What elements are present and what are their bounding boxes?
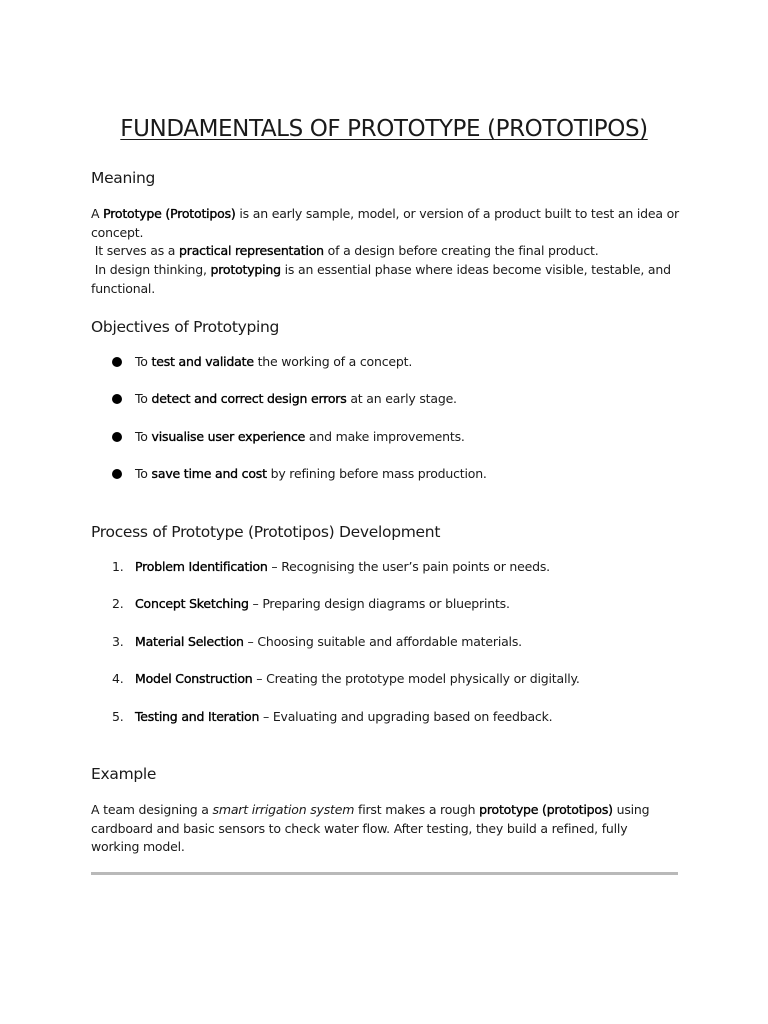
text-run: using — [612, 802, 650, 817]
bullet-icon — [112, 469, 122, 479]
text-run: – Recognising the user’s pain points or needs. — [267, 559, 550, 574]
bold-term: detect and correct design errors — [151, 391, 347, 406]
objectives-heading: Objectives of Prototyping — [91, 318, 280, 336]
step-number: 5. — [112, 709, 124, 724]
page-title: FUNDAMENTALS OF PROTOTYPE (PROTOTIPOS) — [120, 116, 648, 142]
meaning-line-5: functional. — [91, 280, 155, 296]
meaning-line-1 — [91, 205, 691, 224]
text-run: by refining before mass production. — [266, 466, 487, 481]
step-number: 2. — [112, 596, 124, 611]
list-item — [112, 559, 550, 574]
meaning-line-2: concept. — [91, 224, 144, 240]
bullet-icon — [112, 432, 122, 442]
example-line-1 — [91, 801, 691, 820]
bullet-icon — [112, 357, 122, 367]
example-line-2: cardboard and basic sensors to check water flow. After testing, they build a refined, fully — [91, 820, 628, 836]
step-number: 4. — [112, 671, 124, 686]
bold-term: Model Construction — [135, 671, 253, 686]
text-run: To — [135, 429, 152, 444]
text-run: and make improvements. — [305, 429, 465, 444]
bold-term: Material Selection — [135, 634, 244, 649]
example-paragraph — [91, 801, 691, 857]
text-run: the working of a concept. — [253, 354, 413, 369]
list-item — [112, 709, 552, 724]
text-run: To — [135, 354, 152, 369]
meaning-line-3 — [91, 242, 691, 261]
list-item — [112, 391, 457, 406]
list-item — [112, 596, 510, 611]
list-item — [112, 354, 412, 369]
text-run: A — [91, 206, 104, 221]
bold-term: prototype (prototipos) — [479, 802, 613, 817]
italic-term: smart irrigation system — [212, 802, 355, 817]
bold-term: Concept Sketching — [135, 596, 249, 611]
text-run: – Preparing design diagrams or blueprints. — [248, 596, 510, 611]
text-run: is an essential phase where ideas become visible, testable, and — [280, 262, 671, 278]
bullet-icon — [112, 394, 122, 404]
list-item — [112, 671, 580, 686]
meaning-heading: Meaning — [91, 169, 156, 187]
bold-term: test and validate — [151, 354, 254, 369]
meaning-line-4 — [91, 261, 691, 280]
list-item — [112, 466, 487, 481]
text-run: A team designing a — [91, 802, 213, 817]
process-heading: Process of Prototype (Prototipos) Development — [91, 523, 441, 541]
text-run: – Evaluating and upgrading based on feedback. — [259, 709, 553, 724]
bold-term: Prototype (Prototipos) — [103, 206, 236, 221]
text-run: It serves as a — [91, 243, 180, 259]
example-heading: Example — [91, 765, 157, 783]
text-run: of a design before creating the final product. — [323, 243, 599, 259]
text-run: is an early sample, model, or version of a product built to test an idea or — [235, 206, 679, 221]
bold-term: save time and cost — [151, 466, 267, 481]
bold-term: Problem Identification — [135, 559, 268, 574]
bold-term: Testing and Iteration — [135, 709, 260, 724]
text-run: first makes a rough — [354, 802, 480, 817]
meaning-paragraph — [91, 205, 691, 299]
text-run: – Creating the prototype model physically or digitally. — [252, 671, 580, 686]
text-run: at an early stage. — [346, 391, 457, 406]
bold-term: visualise user experience — [151, 429, 306, 444]
text-run: – Choosing suitable and affordable materials. — [243, 634, 522, 649]
list-item — [112, 634, 522, 649]
bold-term: practical representation — [179, 243, 324, 259]
list-item — [112, 429, 465, 444]
text-run: To — [135, 391, 152, 406]
step-number: 1. — [112, 559, 124, 574]
example-line-3: working model. — [91, 839, 185, 855]
horizontal-divider — [91, 872, 678, 875]
text-run: In design thinking, — [91, 262, 211, 278]
text-run: To — [135, 466, 152, 481]
step-number: 3. — [112, 634, 124, 649]
bold-term: prototyping — [210, 262, 281, 278]
